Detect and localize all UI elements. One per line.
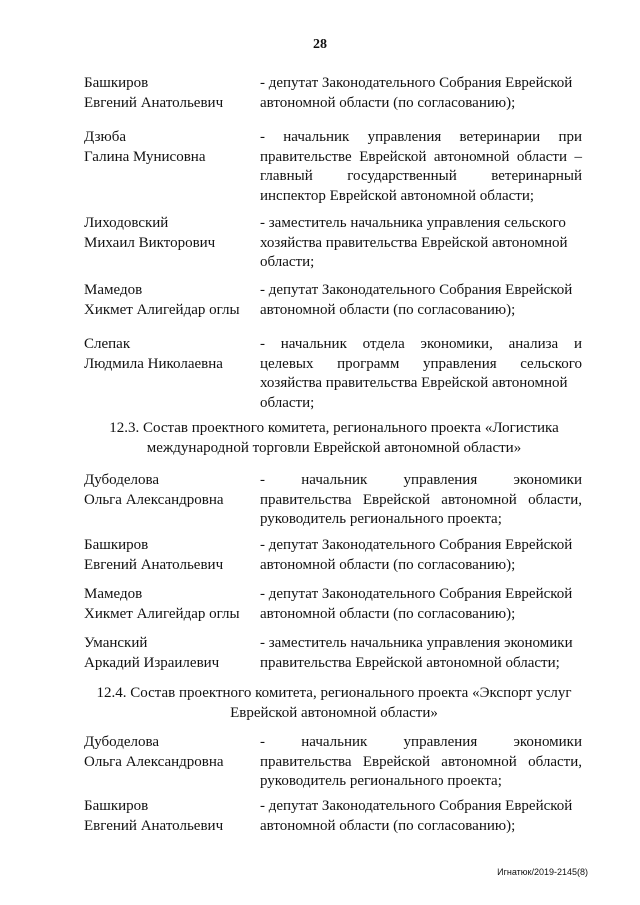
member-role: - начальник управления экономики правительства Еврейской автономной области, руководитель регионального проекта; <box>260 472 582 527</box>
member-name: Слепак Людмила Николаевна <box>84 336 223 372</box>
member-name: Башкиров Евгений Анатольевич <box>84 798 224 834</box>
member-name: Мамедов Хикмет Алигейдар оглы <box>84 586 240 622</box>
member-role: - депутат Законодательного Собрания Еврейской автономной области (по согласованию); <box>260 282 573 318</box>
member-entry <box>84 214 584 273</box>
member-entry <box>84 585 584 624</box>
member-name: Мамедов Хикмет Алигейдар оглы <box>84 282 240 318</box>
member-role: - начальник управления ветеринарии при правительстве Еврейской автономной области – главный государственный ветеринарный инспектор Еврейской автономной области; <box>260 129 582 204</box>
member-name: Башкиров Евгений Анатольевич <box>84 537 224 573</box>
page-number: 28 <box>313 37 327 52</box>
section-heading: 12.3. Состав проектного комитета, регионального проекта «Логистика международной торговли Еврейской автономной области» <box>109 420 559 456</box>
member-name: Уманский Аркадий Израилевич <box>84 635 220 671</box>
member-name: Дзюба Галина Мунисовна <box>84 129 206 165</box>
member-name: Лиходовский Михаил Викторович <box>84 215 216 251</box>
member-name: Дубоделова Ольга Александровна <box>84 734 224 770</box>
member-name: Дубоделова Ольга Александровна <box>84 472 224 508</box>
member-role: - заместитель начальника управления сельского хозяйства правительства Еврейской автономной области; <box>260 215 568 270</box>
member-role: - депутат Законодательного Собрания Еврейской автономной области (по согласованию); <box>260 75 573 111</box>
member-entry <box>84 281 584 320</box>
member-role: - начальник управления экономики правительства Еврейской автономной области, руководитель регионального проекта; <box>260 734 582 789</box>
member-entry <box>84 74 584 113</box>
member-role: - депутат Законодательного Собрания Еврейской автономной области (по согласованию); <box>260 798 573 834</box>
member-role: - депутат Законодательного Собрания Еврейской автономной области (по согласованию); <box>260 586 573 622</box>
member-entry <box>84 335 584 413</box>
member-role: - заместитель начальника управления экономики правительства Еврейской автономной области; <box>260 635 573 671</box>
member-entry <box>84 733 584 792</box>
member-role: - депутат Законодательного Собрания Еврейской автономной области (по согласованию); <box>260 537 573 573</box>
member-role: - начальник отдела экономики, анализа и целевых программ управления сельского хозяйства правительства Еврейской автономной области; <box>260 336 582 411</box>
member-entry <box>84 536 584 575</box>
member-entry <box>84 471 584 530</box>
document-footer-code: Игнатюк/2019-2145(8) <box>497 867 588 877</box>
member-entry <box>84 634 584 673</box>
member-entry <box>84 128 584 206</box>
section-heading: 12.4. Состав проектного комитета, регионального проекта «Экспорт услуг Еврейской автономной области» <box>96 685 572 721</box>
member-name: Башкиров Евгений Анатольевич <box>84 75 224 111</box>
member-entry <box>84 797 584 836</box>
